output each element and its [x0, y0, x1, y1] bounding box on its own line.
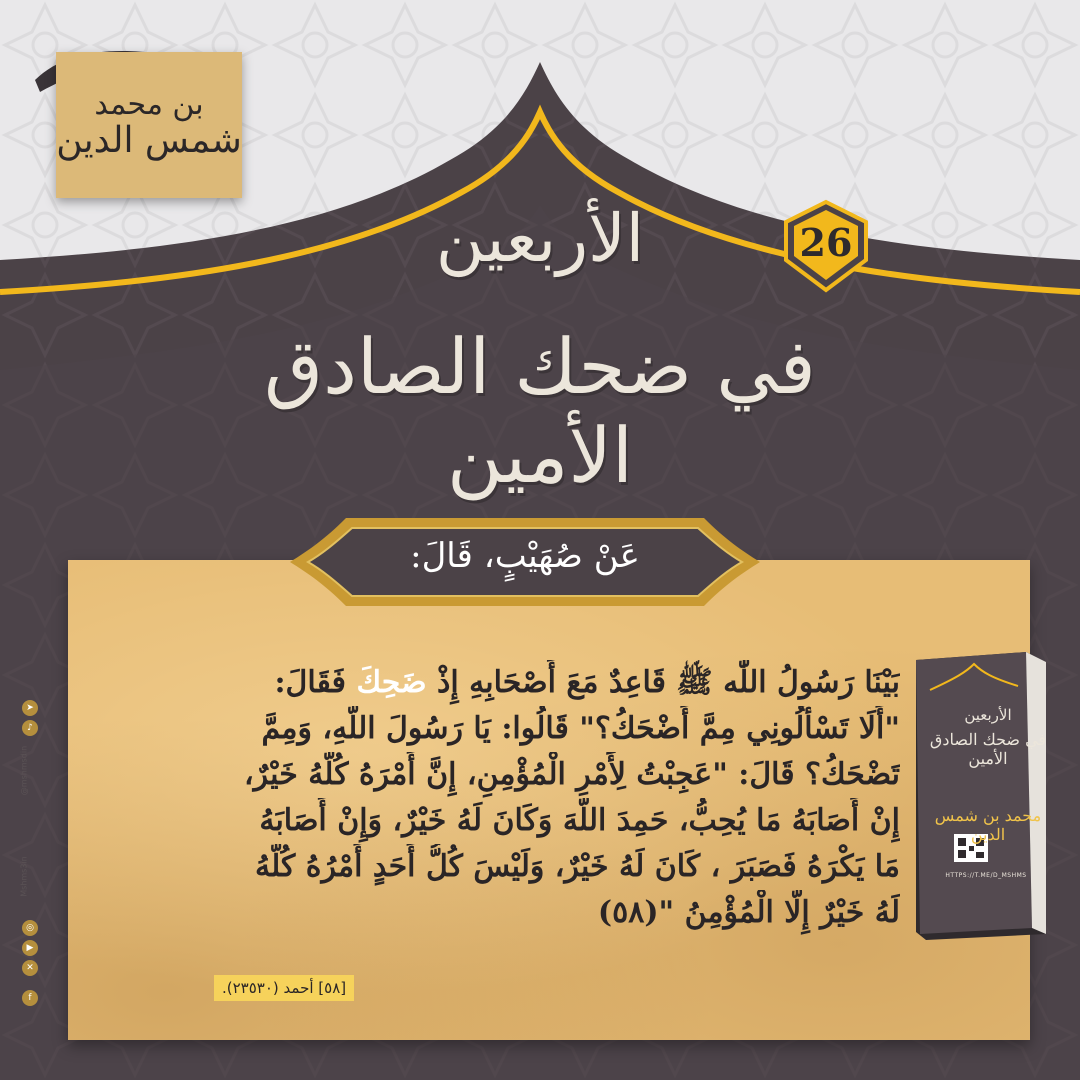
hadith-line-1a: بَيْنَا رَسُولُ اللّٰه ﷺ قَاعِدٌ مَعَ أَصْحَابِهِ إِذْ	[426, 665, 900, 700]
telegram-icon[interactable]: ➤	[22, 700, 38, 716]
book-title-line-1: الأربعين	[964, 706, 1012, 724]
book-cover-image	[906, 650, 1056, 940]
logo-line-2: شمس الدين	[56, 119, 242, 161]
book-link: HTTPS://T.ME/D_MSHMS	[945, 872, 1027, 879]
title-line-1: الأربعين	[435, 200, 645, 277]
brand-logo	[56, 52, 242, 198]
highlighted-word: ضَحِكَ	[356, 665, 427, 700]
social-handle: @mshmsdin	[19, 745, 29, 796]
logo-line-1: بن محمد	[94, 87, 204, 123]
reference-note: [٥٨] أحمد (٢٣٥٣٠).	[214, 975, 354, 1001]
hadith-line: إِنْ أَصَابَهُ مَا يُحِبُّ، حَمِدَ اللَّهَ وَكَانَ لَهُ خَيْرٌ، وَإِنْ أَصَابَهُ	[259, 803, 900, 838]
youtube-icon[interactable]: ▶	[22, 940, 38, 956]
title-line-2: في ضحك الصادق الأمين	[264, 322, 816, 500]
hadith-line: مَا يَكْرَهُ فَصَبَرَ ، كَانَ لَهُ خَيْرٌ، وَلَيْسَ كُلُّ أَحَدٍ أَمْرُهُ كُلُّهُ	[255, 849, 900, 884]
instagram-icon[interactable]: ◎	[22, 920, 38, 936]
social-handle-2: Mshms3in	[19, 856, 29, 897]
tiktok-icon[interactable]: ♪	[22, 720, 38, 736]
hadith-line-1b: فَقَالَ:	[274, 665, 357, 700]
hadith-line: لَهُ خَيْرٌ إِلَّا الْمُؤْمِنُ "(٥٨)	[597, 895, 900, 930]
x-twitter-icon[interactable]: ✕	[22, 960, 38, 976]
book-title-line-2: في ضحك الصادق الأمين	[929, 730, 1047, 768]
book-author: محمد بن شمس الدين	[934, 806, 1042, 844]
narrator-text: عَنْ صُهَيْبٍ، قَالَ:	[410, 536, 640, 576]
hadith-line: "أَلَا تَسْأَلُونِي مِمَّ أَضْحَكُ؟" قَالُوا: يَا رَسُولَ اللَّهِ، وَمِمَّ	[261, 711, 900, 746]
hadith-text	[160, 660, 900, 936]
hadith-line: تَضْحَكُ؟ قَالَ: "عَجِبْتُ لِأَمْرِ الْمُؤْمِنِ، إِنَّ أَمْرَهُ كُلَّهُ خَيْرٌ،	[243, 757, 900, 792]
facebook-icon[interactable]: f	[22, 990, 38, 1006]
number-badge: 26	[799, 220, 853, 265]
hadith-line	[160, 660, 900, 706]
